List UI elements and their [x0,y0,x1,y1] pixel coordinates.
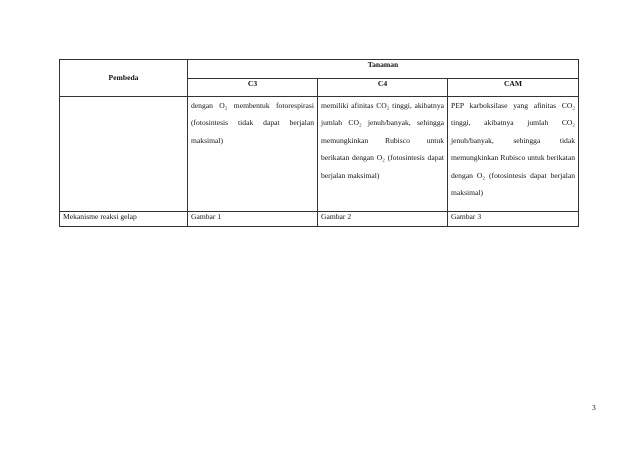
comparison-table [59,59,579,227]
cell-c4-description: memiliki afinitas CO₂ tinggi, akibatnya jumlah CO₂ jenuh/banyak, sehingga memungkinkan Rubisco untuk berikatan dengan O₂ (fotosintesis dapat berjalan maksimal) [318,97,448,212]
page-number: 3 [592,403,596,412]
cell-cam-figure-ref: Gambar 3 [448,212,579,227]
cell-c4-figure-ref: Gambar 2 [318,212,448,227]
header-pembeda: Pembeda [60,60,188,97]
row-label-mekanisme: Mekanisme reaksi gelap [60,212,188,227]
column-header-c3: C3 [188,78,318,97]
header-row-top [60,60,579,79]
column-header-cam: CAM [448,78,579,97]
table-row [60,97,579,212]
header-tanaman: Tanaman [188,60,579,79]
cell-cam-description: PEP karboksilase yang afinitas CO₂ tinggi, akibatnya jumlah CO₂ jenuh/banyak, sehingga tidak memungkinkan Rubisco untuk berikatan dengan O₂ (fotosintesis dapat berjalan maksimal) [448,97,579,212]
row-label [60,97,188,212]
cell-c3-description: dengan O₂ membentuk fotorespirasi (fotosintesis tidak dapat berjalan maksimal) [188,97,318,212]
column-header-c4: C4 [318,78,448,97]
cell-c3-figure-ref: Gambar 1 [188,212,318,227]
table-row [60,212,579,227]
